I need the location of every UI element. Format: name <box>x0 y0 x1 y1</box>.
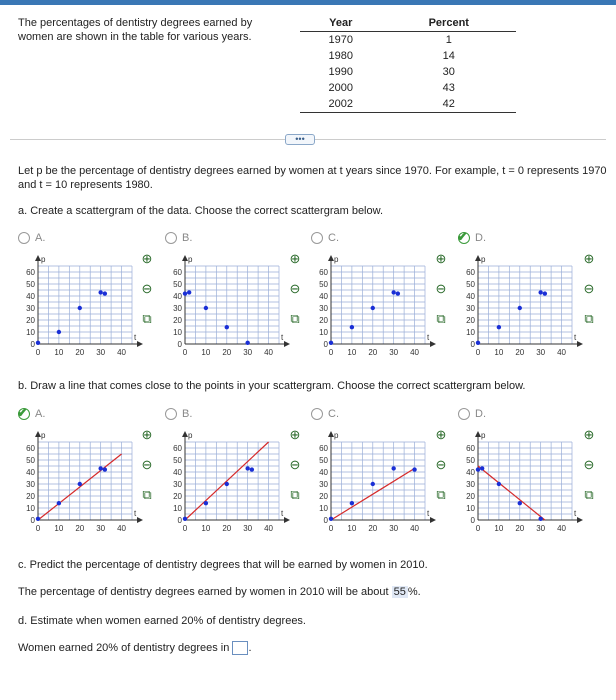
option-label: A. <box>35 232 46 244</box>
zoom-out-icon[interactable]: ⊖ <box>435 281 447 296</box>
table-cell: 1980 <box>328 50 354 62</box>
y-tick-label: 40 <box>26 292 35 301</box>
table-row <box>300 80 516 96</box>
scattergram <box>462 420 592 545</box>
table-cell: 1970 <box>328 34 354 46</box>
scattergram <box>169 244 299 369</box>
y-tick-label: 40 <box>173 292 182 301</box>
y-tick-label: 30 <box>173 304 182 313</box>
x-tick-label: 10 <box>494 524 504 533</box>
y-tick-label: 50 <box>26 280 35 289</box>
data-point <box>36 341 40 345</box>
option-label: D. <box>475 408 486 420</box>
table-cell: 2000 <box>328 82 354 94</box>
popout-icon[interactable]: ⧉ <box>142 487 152 502</box>
y-tick-label: 10 <box>466 504 475 513</box>
x-tick-label: 20 <box>222 524 232 533</box>
zoom-in-icon[interactable]: ⊕ <box>583 427 595 442</box>
answer-prefix: The percentage of dentistry degrees earned by women in 2010 will be about <box>18 586 389 598</box>
radio-button[interactable] <box>165 408 177 420</box>
data-point <box>245 341 249 345</box>
data-point <box>187 290 191 294</box>
y-tick-label: 60 <box>319 268 328 277</box>
x-axis-arrow <box>137 341 143 347</box>
y-tick-label: 60 <box>26 268 35 277</box>
x-tick-label: 30 <box>536 524 546 533</box>
y-axis-label: p <box>41 255 46 264</box>
y-tick-label: 0 <box>177 516 182 525</box>
y-tick-label: 10 <box>466 328 475 337</box>
x-tick-label: 0 <box>475 524 481 533</box>
x-tick-label: 0 <box>35 524 41 533</box>
data-point <box>371 306 375 310</box>
popout-icon[interactable]: ⧉ <box>142 311 152 326</box>
y-tick-label: 10 <box>319 504 328 513</box>
data-point <box>183 291 187 295</box>
x-tick-label: 30 <box>243 524 253 533</box>
y-tick-label: 10 <box>319 328 328 337</box>
y-axis-label: p <box>334 431 339 440</box>
answer-value-field[interactable]: 55 <box>393 586 406 598</box>
y-tick-label: 0 <box>470 516 475 525</box>
x-axis-label: t <box>427 333 430 342</box>
y-tick-label: 30 <box>466 480 475 489</box>
data-point <box>350 325 354 329</box>
table-cell: 1 <box>445 34 452 46</box>
y-tick-label: 50 <box>466 456 475 465</box>
data-point <box>543 291 547 295</box>
option-label: C. <box>328 232 339 244</box>
zoom-out-icon[interactable]: ⊖ <box>583 457 595 472</box>
data-point <box>204 306 208 310</box>
option-label: B. <box>182 232 193 244</box>
scattergram <box>315 244 445 369</box>
x-axis-label: t <box>574 333 577 342</box>
x-tick-label: 20 <box>515 348 525 357</box>
data-point <box>518 501 522 505</box>
y-tick-label: 0 <box>470 340 475 349</box>
data-point <box>476 467 480 471</box>
x-tick-label: 20 <box>222 348 232 357</box>
data-point <box>371 482 375 486</box>
checkmark-icon: ✔ <box>17 405 28 420</box>
zoom-out-icon[interactable]: ⊖ <box>289 457 301 472</box>
intro-text: The percentages of dentistry degrees earned by women are shown in the table for various years. <box>18 17 253 43</box>
x-axis-arrow <box>577 517 583 523</box>
y-tick-label: 30 <box>26 480 35 489</box>
option-label: B. <box>182 408 193 420</box>
y-axis-label: p <box>41 431 46 440</box>
y-tick-label: 30 <box>466 304 475 313</box>
table-row <box>300 32 516 49</box>
table-row <box>300 48 516 64</box>
part-d-prompt: d. Estimate when women earned 20% of dentistry degrees. <box>18 615 306 627</box>
y-tick-label: 0 <box>30 340 35 349</box>
x-tick-label: 40 <box>117 348 127 357</box>
x-tick-label: 0 <box>182 348 188 357</box>
data-point <box>57 330 61 334</box>
x-tick-label: 10 <box>201 348 211 357</box>
data-point <box>183 517 187 521</box>
y-tick-label: 0 <box>323 340 328 349</box>
x-tick-label: 30 <box>389 348 399 357</box>
x-tick-label: 40 <box>410 348 420 357</box>
data-point <box>103 467 107 471</box>
table-header-percent: Percent <box>382 16 516 32</box>
y-tick-label: 50 <box>319 280 328 289</box>
scattergram <box>22 244 152 369</box>
y-tick-label: 30 <box>26 304 35 313</box>
x-tick-label: 10 <box>347 524 357 533</box>
part-b-prompt: b. Draw a line that comes close to the points in your scattergram. Choose the correct scattergram below. <box>18 380 526 392</box>
y-tick-label: 50 <box>26 456 35 465</box>
y-tick-label: 20 <box>319 316 328 325</box>
x-axis-arrow <box>137 517 143 523</box>
table-row <box>300 64 516 80</box>
y-axis-label: p <box>188 431 193 440</box>
option-label: A. <box>35 408 46 420</box>
popout-icon[interactable]: ⧉ <box>584 487 594 502</box>
y-tick-label: 50 <box>173 456 182 465</box>
x-tick-label: 20 <box>75 524 85 533</box>
x-axis-arrow <box>284 341 290 347</box>
y-axis-label: p <box>481 255 486 264</box>
x-tick-label: 30 <box>389 524 399 533</box>
x-axis-arrow <box>284 517 290 523</box>
option-label: C. <box>328 408 339 420</box>
popout-icon[interactable]: ⧉ <box>436 311 446 326</box>
y-tick-label: 50 <box>319 456 328 465</box>
data-point <box>538 517 542 521</box>
y-tick-label: 0 <box>177 340 182 349</box>
zoom-out-icon[interactable]: ⊖ <box>141 281 153 296</box>
x-tick-label: 0 <box>182 524 188 533</box>
data-point <box>480 466 484 470</box>
y-tick-label: 20 <box>319 492 328 501</box>
table-cell: 43 <box>442 82 455 94</box>
y-tick-label: 60 <box>26 444 35 453</box>
zoom-in-icon[interactable]: ⊕ <box>141 251 153 266</box>
y-tick-label: 40 <box>466 292 475 301</box>
y-tick-label: 60 <box>466 268 475 277</box>
x-axis-label: t <box>281 509 284 518</box>
y-tick-label: 20 <box>173 492 182 501</box>
y-tick-label: 10 <box>173 328 182 337</box>
x-axis-label: t <box>574 509 577 518</box>
x-tick-label: 40 <box>117 524 127 533</box>
x-tick-label: 20 <box>515 524 525 533</box>
radio-button[interactable] <box>18 232 30 244</box>
checkmark-icon: ✔ <box>457 229 468 244</box>
zoom-out-icon[interactable]: ⊖ <box>583 281 595 296</box>
data-point <box>538 290 542 294</box>
data-point <box>98 290 102 294</box>
zoom-out-icon[interactable]: ⊖ <box>141 457 153 472</box>
x-tick-label: 40 <box>557 348 567 357</box>
popout-icon[interactable]: ⧉ <box>290 311 300 326</box>
x-tick-label: 10 <box>347 348 357 357</box>
x-tick-label: 30 <box>96 524 106 533</box>
x-axis-arrow <box>430 341 436 347</box>
expand-more-button[interactable]: ••• <box>285 134 315 145</box>
zoom-in-icon[interactable]: ⊕ <box>289 427 301 442</box>
popout-icon[interactable]: ⧉ <box>436 487 446 502</box>
x-tick-label: 10 <box>494 348 504 357</box>
zoom-in-icon[interactable]: ⊕ <box>435 251 447 266</box>
scattergram <box>169 420 299 545</box>
zoom-in-icon[interactable]: ⊕ <box>289 251 301 266</box>
y-tick-label: 30 <box>173 480 182 489</box>
data-point <box>78 482 82 486</box>
y-tick-label: 30 <box>319 304 328 313</box>
part-a-prompt: a. Create a scattergram of the data. Choose the correct scattergram below. <box>18 205 384 217</box>
y-tick-label: 60 <box>173 444 182 453</box>
data-point <box>391 466 395 470</box>
x-tick-label: 20 <box>75 348 85 357</box>
answer-prefix: Women earned 20% of dentistry degrees in <box>18 642 230 654</box>
data-point <box>497 325 501 329</box>
y-tick-label: 10 <box>26 328 35 337</box>
x-tick-label: 20 <box>368 348 378 357</box>
x-tick-label: 40 <box>557 524 567 533</box>
y-tick-label: 20 <box>26 492 35 501</box>
data-point <box>36 517 40 521</box>
x-axis-label: t <box>134 509 137 518</box>
zoom-out-icon[interactable]: ⊖ <box>435 457 447 472</box>
y-tick-label: 20 <box>26 316 35 325</box>
y-tick-label: 50 <box>466 280 475 289</box>
data-point <box>497 482 501 486</box>
y-axis-label: p <box>188 255 193 264</box>
y-tick-label: 10 <box>173 504 182 513</box>
data-point <box>329 341 333 345</box>
scattergram <box>462 244 592 369</box>
x-tick-label: 0 <box>328 348 334 357</box>
data-point <box>412 467 416 471</box>
y-tick-label: 40 <box>466 468 475 477</box>
data-point <box>245 466 249 470</box>
radio-button[interactable] <box>458 408 470 420</box>
y-tick-label: 40 <box>319 468 328 477</box>
zoom-in-icon[interactable]: ⊕ <box>583 251 595 266</box>
y-tick-label: 60 <box>173 268 182 277</box>
zoom-in-icon[interactable]: ⊕ <box>435 427 447 442</box>
data-table <box>300 16 516 113</box>
x-axis-label: t <box>134 333 137 342</box>
scattergram <box>315 420 445 545</box>
popout-icon[interactable]: ⧉ <box>290 487 300 502</box>
answer-suffix: . <box>248 642 252 654</box>
data-point <box>391 290 395 294</box>
x-tick-label: 0 <box>35 348 41 357</box>
y-axis-label: p <box>334 255 339 264</box>
table-row <box>300 96 516 113</box>
zoom-in-icon[interactable]: ⊕ <box>141 427 153 442</box>
radio-button[interactable] <box>165 232 177 244</box>
x-tick-label: 10 <box>54 524 64 533</box>
x-axis-arrow <box>577 341 583 347</box>
definition-text: Let p be the percentage of dentistry degrees earned by women at t years since 1970. For example, t = 0 represents 1970 and t = 10 represents 1980. <box>18 165 607 191</box>
data-point <box>329 517 333 521</box>
x-axis-arrow <box>430 517 436 523</box>
y-tick-label: 0 <box>30 516 35 525</box>
data-point <box>250 467 254 471</box>
data-point <box>78 306 82 310</box>
y-tick-label: 20 <box>173 316 182 325</box>
x-tick-label: 30 <box>243 348 253 357</box>
x-tick-label: 40 <box>410 524 420 533</box>
zoom-out-icon[interactable]: ⊖ <box>289 281 301 296</box>
y-tick-label: 10 <box>26 504 35 513</box>
data-point <box>396 291 400 295</box>
y-tick-label: 40 <box>173 468 182 477</box>
y-tick-label: 20 <box>466 316 475 325</box>
y-tick-label: 30 <box>319 480 328 489</box>
x-tick-label: 30 <box>96 348 106 357</box>
x-tick-label: 10 <box>54 348 64 357</box>
radio-button[interactable] <box>311 408 323 420</box>
x-tick-label: 0 <box>475 348 481 357</box>
data-point <box>98 466 102 470</box>
table-cell: 42 <box>382 96 516 113</box>
table-cell: 1990 <box>328 66 354 78</box>
table-cell: 2002 <box>300 96 382 113</box>
data-point <box>204 501 208 505</box>
data-point <box>518 306 522 310</box>
x-tick-label: 30 <box>536 348 546 357</box>
radio-button[interactable] <box>311 232 323 244</box>
x-tick-label: 20 <box>368 524 378 533</box>
top-accent-bar <box>0 0 616 5</box>
table-header-year: Year <box>300 16 382 32</box>
data-point <box>103 291 107 295</box>
y-tick-label: 50 <box>173 280 182 289</box>
scattergram <box>22 420 152 545</box>
x-tick-label: 10 <box>201 524 211 533</box>
answer-suffix: %. <box>407 586 421 598</box>
option-label: D. <box>475 232 486 244</box>
data-point <box>350 501 354 505</box>
y-axis-label: p <box>481 431 486 440</box>
fit-line <box>478 466 545 520</box>
x-tick-label: 40 <box>264 348 274 357</box>
x-tick-label: 0 <box>328 524 334 533</box>
data-point <box>225 482 229 486</box>
data-point <box>57 501 61 505</box>
popout-icon[interactable]: ⧉ <box>584 311 594 326</box>
x-axis-label: t <box>281 333 284 342</box>
table-cell: 14 <box>442 50 455 62</box>
answer-input[interactable] <box>232 641 248 655</box>
y-tick-label: 60 <box>466 444 475 453</box>
part-c-prompt: c. Predict the percentage of dentistry degrees that will be earned by women in 2010. <box>18 559 428 571</box>
y-tick-label: 0 <box>323 516 328 525</box>
data-point <box>476 341 480 345</box>
y-tick-label: 60 <box>319 444 328 453</box>
data-point <box>225 325 229 329</box>
part-c-answer <box>18 585 421 599</box>
x-tick-label: 40 <box>264 524 274 533</box>
y-tick-label: 40 <box>26 468 35 477</box>
y-tick-label: 20 <box>466 492 475 501</box>
x-axis-label: t <box>427 509 430 518</box>
table-cell: 30 <box>442 66 455 78</box>
part-d-answer <box>18 641 252 655</box>
y-tick-label: 40 <box>319 292 328 301</box>
